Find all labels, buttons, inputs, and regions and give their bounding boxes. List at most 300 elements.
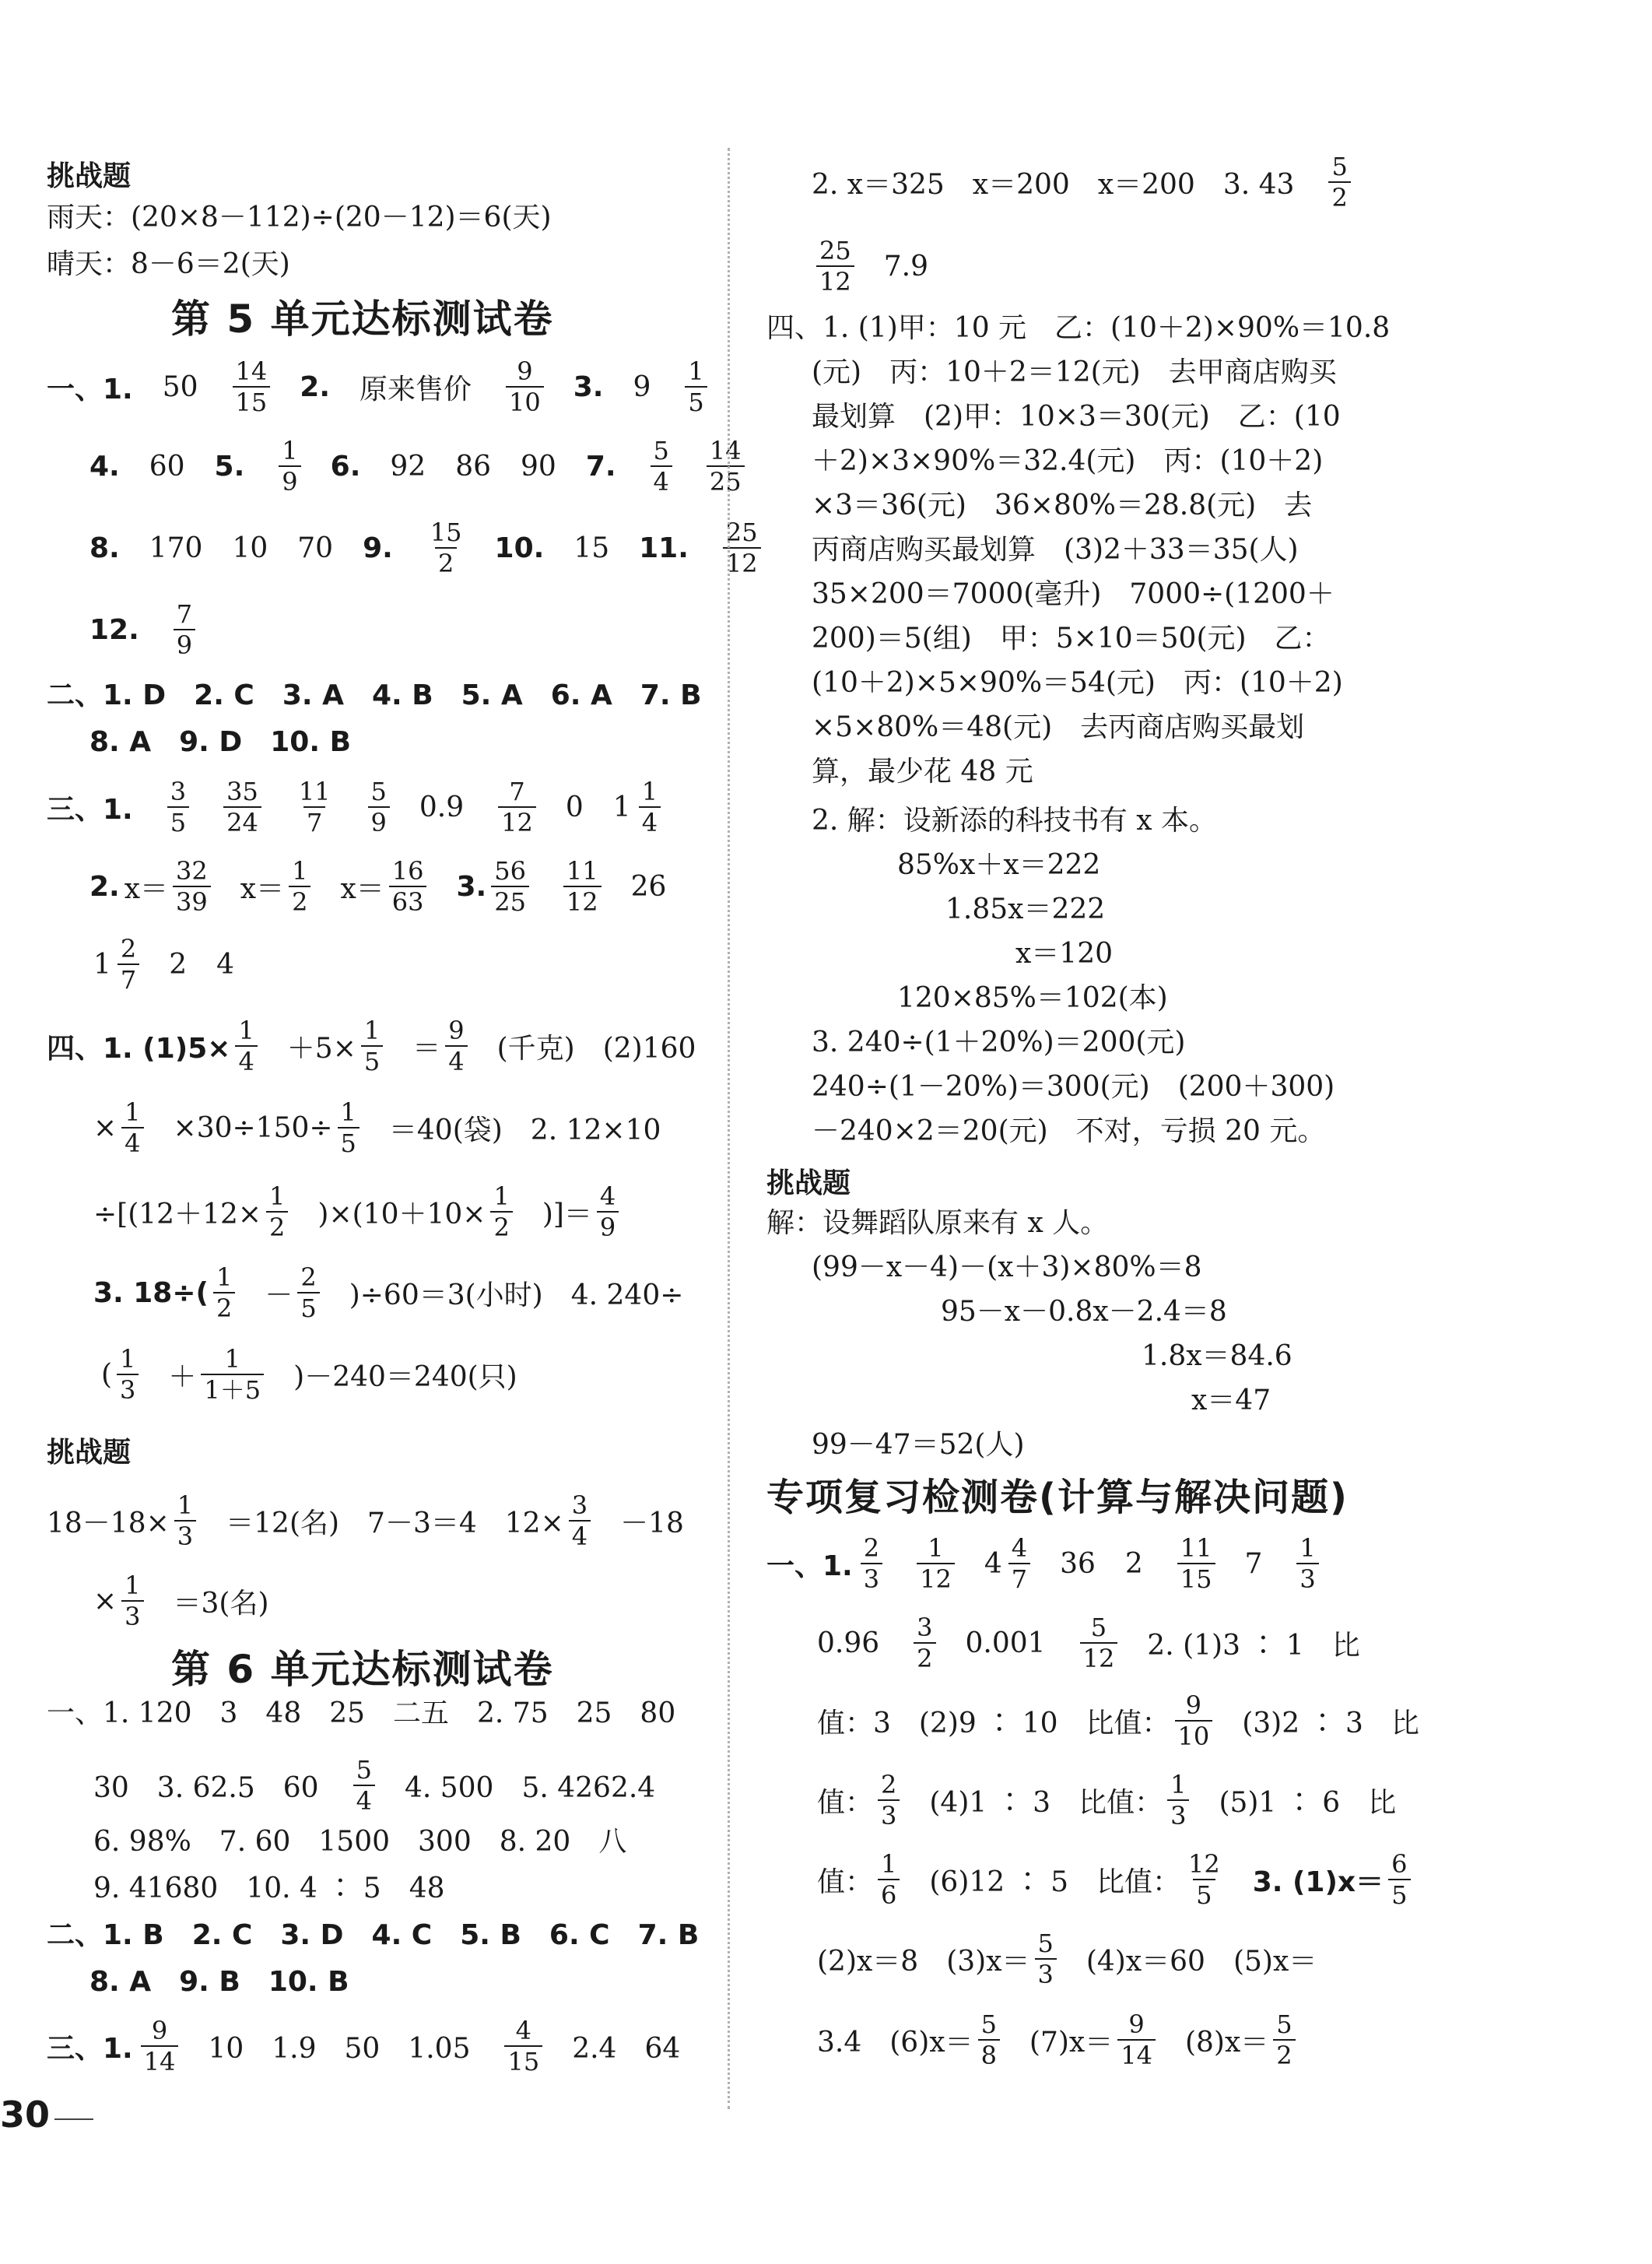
- fraction-numerator: 2: [863, 1533, 880, 1563]
- fraction-numerator: 1: [363, 1016, 381, 1045]
- challenge-line-0: 解：设舞蹈队原来有 x 人。: [766, 1207, 1109, 1239]
- fraction-denominator: 3: [121, 1600, 143, 1631]
- r-line2: [812, 236, 958, 297]
- fraction: [353, 1755, 375, 1816]
- special-line1: [766, 1533, 1349, 1594]
- fraction: [651, 436, 672, 497]
- fraction-numerator: 5: [653, 436, 669, 465]
- answer-text: 2. (1)3 ∶ 1 比: [1147, 1629, 1360, 1662]
- answer-text: 3. (1)x＝: [1252, 1866, 1384, 1898]
- fraction-denominator: 12: [1080, 1642, 1118, 1673]
- answer-text: 7.: [585, 450, 616, 483]
- u5-q2-line1: 二、1. D 2. C 3. A 4. B 5. A 6. A 7. B: [47, 679, 702, 711]
- answer-text: 3. 18÷(: [93, 1276, 209, 1309]
- fraction-numerator: 1: [493, 1181, 510, 1211]
- answer-text: (4)x＝60 (5)x＝: [1086, 1945, 1317, 1978]
- fraction: [213, 1262, 235, 1323]
- fraction-denominator: 5: [297, 1292, 319, 1323]
- fraction-denominator: 3: [1167, 1799, 1189, 1831]
- fraction-denominator: 2: [1273, 2039, 1295, 2070]
- fraction-numerator: 7: [509, 777, 525, 806]
- fraction: [235, 1016, 257, 1076]
- fraction-denominator: 9: [174, 629, 195, 660]
- answer-text: ＝40(袋) 2. 12×10: [388, 1114, 661, 1146]
- answer-text: (3)2 ∶ 3 比: [1242, 1707, 1419, 1739]
- fraction-numerator: 5: [1331, 152, 1348, 181]
- answer-text: (千克) (2)160: [496, 1032, 696, 1065]
- answer-text: 92: [390, 450, 426, 483]
- special-line5: [817, 1849, 1440, 1910]
- fraction-denominator: 5: [167, 806, 189, 837]
- sunny-line: 晴天：8－6＝2(天): [47, 248, 290, 280]
- fraction-numerator: 4: [515, 2016, 532, 2045]
- fraction: [1273, 2010, 1295, 2070]
- fraction-denominator: 4: [445, 1045, 467, 1076]
- answer-text: 值：: [817, 1786, 874, 1819]
- fraction-numerator: 11: [1180, 1533, 1212, 1563]
- fraction: [1035, 1929, 1057, 1989]
- answer-text: )÷60＝3(小时) 4. 240÷: [349, 1279, 684, 1311]
- answer-text: 10 1.9 50 1.05: [208, 2032, 471, 2065]
- u5-q1-line4: [89, 599, 225, 660]
- u5-q3-line1: [47, 777, 690, 837]
- fraction: [491, 856, 529, 917]
- fraction: [1296, 1533, 1318, 1594]
- answer-text: 值：3 (2)9 ∶ 10 比值：: [817, 1707, 1170, 1739]
- answer-text: 12.: [89, 613, 139, 646]
- answer-text: (6)12 ∶ 5 比值：: [929, 1866, 1180, 1898]
- answer-text: 70: [297, 532, 334, 564]
- answer-text: 10: [232, 532, 268, 564]
- fraction: [338, 1097, 360, 1158]
- fraction-numerator: 1: [688, 356, 704, 386]
- answer-text: 2.4 64: [572, 2032, 681, 2065]
- fraction-denominator: 12: [816, 265, 854, 297]
- answer-text: 8.: [89, 532, 120, 564]
- fraction-numerator: 9: [1128, 2010, 1145, 2039]
- answer-text: 26: [630, 870, 667, 903]
- q4-line-3: ＋2)×3×90%＝32.4(元) 丙：(10＋2): [812, 445, 1324, 477]
- fraction: [1008, 1533, 1030, 1594]
- fraction-denominator: 7: [1008, 1563, 1030, 1594]
- answer-text: 4. 500 5. 4262.4: [404, 1771, 656, 1804]
- unit5-challenge-heading: 挑战题: [47, 1437, 132, 1469]
- fraction-denominator: 2: [1328, 181, 1350, 212]
- q4-line-1: (元) 丙：10＋2＝12(元) 去甲商店购买: [812, 356, 1337, 388]
- fraction-denominator: 2: [435, 547, 457, 578]
- fraction: [816, 236, 854, 297]
- answer-text: 2.: [89, 870, 120, 903]
- fraction-numerator: 1: [928, 1533, 944, 1563]
- fraction-denominator: 8: [978, 2039, 1000, 2070]
- fraction: [504, 2016, 542, 2076]
- fraction-denominator: 4: [121, 1127, 143, 1158]
- fraction: [266, 1181, 288, 1242]
- fraction: [297, 1262, 319, 1323]
- fraction-numerator: 16: [391, 856, 424, 886]
- answer-text: (8)x＝: [1184, 2026, 1269, 2059]
- fraction-denominator: 9: [368, 806, 390, 837]
- fraction-numerator: 1: [177, 1490, 194, 1520]
- answer-text: 11.: [639, 532, 689, 564]
- answer-text: 原来售价: [360, 373, 472, 405]
- fraction-numerator: 3: [571, 1490, 588, 1520]
- answer-text: (5)1 ∶ 6 比: [1219, 1786, 1397, 1819]
- fraction: [279, 436, 300, 497]
- fraction: [978, 2010, 1000, 2070]
- answer-text: 0.001: [965, 1627, 1046, 1659]
- fraction-numerator: 5: [1090, 1613, 1107, 1642]
- fraction-denominator: 12: [563, 886, 602, 917]
- fraction-denominator: 3: [117, 1374, 139, 1405]
- answer-text: 36: [1060, 1547, 1096, 1580]
- q4-2-line-0: 2. 解：设新添的科技书有 x 本。: [812, 805, 1217, 837]
- fraction-denominator: 39: [173, 886, 211, 917]
- answer-text: 18－18×: [47, 1507, 170, 1539]
- answer-text: 170: [149, 532, 203, 564]
- rain-line: 雨天：(20×8－112)÷(20－12)＝6(天): [47, 202, 552, 233]
- fraction: [201, 1344, 264, 1405]
- fraction-denominator: 25: [491, 886, 529, 917]
- fraction: [914, 1613, 935, 1673]
- fraction: [563, 856, 602, 917]
- special-line3: [817, 1690, 1449, 1751]
- u5-q1-line1: [47, 356, 737, 417]
- fraction-denominator: 5: [685, 386, 707, 417]
- fraction: [167, 777, 189, 837]
- fraction: [1328, 152, 1350, 212]
- fraction-numerator: 9: [151, 2016, 168, 2045]
- fraction-denominator: 3: [878, 1799, 900, 1831]
- fraction: [427, 518, 465, 578]
- q4-line-10: 算，最少花 48 元: [812, 756, 1033, 788]
- fraction-denominator: 24: [223, 806, 261, 837]
- answer-text: 四、1. (1)5×: [47, 1032, 231, 1065]
- fraction-numerator: 6: [1391, 1849, 1408, 1879]
- u5-challenge-line1: [47, 1490, 714, 1551]
- fraction-numerator: 1: [224, 1344, 240, 1374]
- fraction: [498, 777, 536, 837]
- answer-text: 2: [1124, 1547, 1143, 1580]
- answer-text: 1: [93, 948, 111, 981]
- fraction-denominator: 2: [289, 886, 310, 917]
- u5-challenge-line2: [93, 1571, 299, 1631]
- fraction-denominator: 2: [213, 1292, 235, 1323]
- fraction: [445, 1016, 467, 1076]
- fraction-numerator: 1: [340, 1097, 356, 1127]
- fraction-numerator: 1: [125, 1097, 141, 1127]
- u5-q3-line3: [93, 934, 264, 995]
- answer-text: ÷[(12＋12×: [93, 1198, 262, 1230]
- fraction-numerator: 32: [176, 856, 208, 886]
- fraction-numerator: 14: [235, 356, 268, 386]
- q4-2-line-1: 85%x＋x＝222: [897, 849, 1101, 881]
- q4-line-5: 丙商店购买最划算 (3)2＋33＝35(人): [812, 534, 1299, 566]
- fraction-denominator: 5: [361, 1045, 383, 1076]
- fraction-numerator: 1: [238, 1016, 254, 1045]
- challenge-line-1: (99－x－4)－(x＋3)×80%＝8: [812, 1251, 1202, 1283]
- u6-q1-line2: [93, 1755, 685, 1816]
- answer-text: ＝3(名): [173, 1587, 269, 1620]
- fraction-denominator: 4: [639, 806, 661, 837]
- answer-text: )－240＝240(只): [293, 1360, 517, 1393]
- answer-text: )]＝: [542, 1198, 592, 1230]
- answer-text: x＝: [240, 872, 285, 905]
- answer-text: x＝: [340, 872, 384, 905]
- fraction: [361, 1016, 383, 1076]
- fraction-numerator: 4: [599, 1181, 616, 1211]
- q4-2-line-3: x＝120: [1015, 938, 1114, 970]
- q4-line-6: 35×200＝7000(毫升) 7000÷(1200＋: [812, 578, 1335, 610]
- fraction-numerator: 11: [566, 856, 598, 886]
- fraction-denominator: 4: [353, 1785, 375, 1816]
- special-line7: [817, 2010, 1325, 2070]
- answer-text: ×30÷150÷: [173, 1111, 333, 1144]
- fraction: [1177, 1533, 1215, 1594]
- special-line2: [817, 1613, 1390, 1673]
- fraction-denominator: 3: [1035, 1958, 1057, 1989]
- fraction: [1080, 1613, 1118, 1673]
- answer-text: 0.96: [817, 1627, 880, 1659]
- fraction: [1167, 1770, 1189, 1831]
- answer-text: (4)1 ∶ 3 比值：: [929, 1786, 1163, 1819]
- fraction: [1185, 1849, 1223, 1910]
- fraction-numerator: 1: [881, 1849, 897, 1879]
- fraction-denominator: 9: [279, 465, 300, 497]
- fraction-numerator: 9: [517, 356, 533, 386]
- fraction-denominator: 10: [506, 386, 544, 417]
- fraction-numerator: 25: [819, 236, 851, 265]
- fraction-numerator: 1: [125, 1571, 141, 1600]
- u5-q2-line2: 8. A 9. D 10. B: [89, 726, 352, 758]
- answer-text: 0.9: [419, 791, 465, 823]
- fraction-numerator: 12: [1187, 1849, 1220, 1879]
- special-line6: [817, 1929, 1346, 1989]
- answer-text: ＋: [168, 1360, 197, 1393]
- fraction-denominator: 7: [117, 964, 139, 995]
- fraction: [1175, 1690, 1213, 1751]
- fraction-numerator: 1: [269, 1181, 286, 1211]
- answer-text: 2. x＝325 x＝200 x＝200 3. 43: [812, 168, 1295, 201]
- fraction-denominator: 2: [490, 1211, 512, 1242]
- u6-q2-line1: 二、1. B 2. C 3. D 4. C 5. B 6. C 7. B: [47, 1919, 700, 1951]
- answer-text: 9.: [363, 532, 393, 564]
- answer-text: 7: [1244, 1547, 1263, 1580]
- fraction-numerator: 35: [226, 777, 258, 806]
- u6-q3-line1: [47, 2016, 710, 2076]
- fraction-numerator: 3: [170, 777, 187, 806]
- fraction-denominator: 4: [651, 465, 672, 497]
- right-challenge-heading: 挑战题: [766, 1167, 851, 1199]
- answer-text: 2.: [300, 370, 330, 403]
- fraction-numerator: 1: [216, 1262, 233, 1292]
- fraction-numerator: 1: [641, 777, 658, 806]
- answer-text: ＝12(名) 7－3＝4 12×: [226, 1507, 564, 1539]
- fraction-denominator: 4: [235, 1045, 257, 1076]
- fraction: [506, 356, 544, 417]
- fraction-denominator: 6: [878, 1879, 900, 1910]
- q4-3-line-2: －240×2＝20(元) 不对，亏损 20 元。: [812, 1115, 1326, 1147]
- answer-text: 3.: [456, 870, 487, 903]
- fraction-numerator: 1: [120, 1344, 136, 1374]
- fraction-numerator: 56: [494, 856, 526, 886]
- answer-text: (: [101, 1358, 113, 1391]
- u6-q1-line1: 一、1. 120 3 48 25 二五 2. 75 25 80: [47, 1697, 676, 1729]
- fraction-numerator: 11: [298, 777, 331, 806]
- fraction-denominator: 5: [338, 1127, 360, 1158]
- u5-q1-line2: [89, 436, 774, 497]
- answer-text: 90: [521, 450, 556, 483]
- fraction-denominator: 25: [707, 465, 745, 497]
- fraction: [368, 777, 390, 837]
- answer-text: 4: [216, 948, 235, 981]
- challenge-line-2: 95－x－0.8x－2.4＝8: [941, 1296, 1227, 1328]
- special-line4: [817, 1770, 1426, 1831]
- answer-text: －18: [620, 1507, 684, 1539]
- fraction-denominator: 5: [1388, 1879, 1410, 1910]
- answer-text: 30 3. 62.5 60: [93, 1771, 319, 1804]
- q4-3-line-0: 3. 240÷(1＋20%)＝200(元): [812, 1027, 1186, 1058]
- u6-q2-line2: 8. A 9. B 10. B: [89, 1966, 349, 1998]
- fraction-denominator: 63: [389, 886, 427, 917]
- fraction: [861, 1533, 882, 1594]
- fraction: [685, 356, 707, 417]
- fraction-denominator: 4: [569, 1520, 591, 1551]
- fraction-denominator: 12: [498, 806, 536, 837]
- fraction-numerator: 5: [1276, 2010, 1292, 2039]
- fraction-numerator: 1: [282, 436, 298, 465]
- answer-text: 4.: [89, 450, 120, 483]
- fraction: [174, 1490, 196, 1551]
- answer-text: 2: [169, 948, 188, 981]
- answer-text: 86: [455, 450, 491, 483]
- answer-text: 三、1.: [47, 793, 133, 826]
- fraction-numerator: 1: [292, 856, 308, 886]
- fraction-numerator: 2: [300, 1262, 317, 1292]
- fraction: [878, 1770, 900, 1831]
- fraction-numerator: 15: [430, 518, 462, 547]
- q4-line-9: ×5×80%＝48(元) 去丙商店购买最划: [812, 711, 1305, 743]
- fraction-denominator: 15: [233, 386, 271, 417]
- q4-line-7: 200)＝5(组) 甲：5×10＝50(元) 乙：: [812, 623, 1331, 655]
- fraction-numerator: 1: [1170, 1770, 1187, 1799]
- answer-text: 60: [149, 450, 185, 483]
- answer-text: 50: [162, 370, 198, 403]
- fraction: [1388, 1849, 1410, 1910]
- fraction: [639, 777, 661, 837]
- fraction: [121, 1571, 143, 1631]
- fraction: [1117, 2010, 1156, 2070]
- q4-2-line-2: 1.85x＝222: [945, 893, 1106, 925]
- fraction: [117, 934, 139, 995]
- fraction: [878, 1849, 900, 1910]
- fraction-numerator: 14: [709, 436, 742, 465]
- page-number: 30: [0, 2094, 51, 2136]
- fraction: [117, 1344, 139, 1405]
- answer-text: ＝: [412, 1032, 441, 1065]
- answer-text: 9: [633, 370, 651, 403]
- fraction: [389, 856, 427, 917]
- fraction: [569, 1490, 591, 1551]
- q4-3-line-1: 240÷(1－20%)＝300(元) (200＋300): [812, 1071, 1335, 1103]
- answer-text: x＝: [124, 872, 169, 905]
- answer-text: 一、1.: [766, 1550, 853, 1582]
- answer-text: 0: [565, 791, 584, 823]
- answer-text: 一、1.: [47, 373, 133, 405]
- fraction-denominator: 5: [1193, 1879, 1215, 1910]
- answer-text: 3.: [573, 370, 604, 403]
- answer-text: 三、1.: [47, 2032, 133, 2065]
- page-number-rule: [54, 2118, 93, 2120]
- challenge-line-3: 1.8x＝84.6: [1142, 1340, 1292, 1372]
- unit6-title: 第 6 单元达标测试卷: [171, 1647, 554, 1692]
- answer-text: 6.: [330, 450, 361, 483]
- fraction-numerator: 5: [370, 777, 387, 806]
- u5-q4-line2: [93, 1097, 690, 1158]
- fraction-numerator: 25: [725, 518, 758, 547]
- r-line1: [812, 152, 1380, 212]
- answer-text: 3.4 (6)x＝: [817, 2026, 973, 2059]
- fraction: [173, 856, 211, 917]
- q4-line-4: ×3＝36(元) 36×80%＝28.8(元) 去: [812, 490, 1313, 521]
- u6-q1-line3: 6. 98% 7. 60 1500 300 8. 20 八: [93, 1826, 627, 1858]
- fraction: [174, 599, 195, 660]
- fraction: [141, 2016, 179, 2076]
- fraction-numerator: 1: [1300, 1533, 1316, 1563]
- fraction-numerator: 2: [881, 1770, 897, 1799]
- unit5-title: 第 5 单元达标测试卷: [171, 297, 554, 342]
- answer-text: ＋5×: [286, 1032, 356, 1065]
- fraction: [121, 1097, 143, 1158]
- q4-line-8: (10＋2)×5×90%＝54(元) 丙：(10＋2): [812, 667, 1343, 699]
- challenge-heading: 挑战题: [47, 160, 132, 192]
- fraction-numerator: 5: [980, 2010, 997, 2039]
- answer-text: 10.: [494, 532, 545, 564]
- fraction: [223, 777, 261, 837]
- u5-q3-line2: [89, 856, 696, 917]
- answer-text: ×: [93, 1585, 117, 1617]
- u6-q1-line4: 9. 41680 10. 4 ∶ 5 48: [93, 1873, 445, 1904]
- fraction-numerator: 4: [1011, 1533, 1028, 1563]
- fraction-denominator: 14: [1117, 2039, 1156, 2070]
- q4-line-0: 四、1. (1)甲：10 元 乙：(10＋2)×90%＝10.8: [766, 312, 1391, 344]
- answer-text: 4: [984, 1547, 1002, 1580]
- special-title: 专项复习检测卷(计算与解决问题): [766, 1476, 1349, 1519]
- fraction-denominator: 3: [861, 1563, 882, 1594]
- fraction: [233, 356, 271, 417]
- u5-q4-line3: [93, 1181, 648, 1242]
- fraction: [490, 1181, 512, 1242]
- fraction-denominator: 2: [914, 1642, 935, 1673]
- fraction-denominator: 9: [597, 1211, 619, 1242]
- answer-text: (2)x＝8 (3)x＝: [817, 1945, 1030, 1978]
- fraction: [597, 1181, 619, 1242]
- answer-text: －: [265, 1279, 293, 1311]
- q4-line-2: 最划算 (2)甲：10×3＝30(元) 乙：(10: [812, 401, 1341, 433]
- fraction-numerator: 2: [120, 934, 137, 964]
- challenge-line-4: x＝47: [1191, 1385, 1271, 1416]
- fraction-denominator: 1＋5: [201, 1374, 264, 1405]
- answer-text: ×: [93, 1111, 117, 1144]
- fraction-numerator: 5: [356, 1755, 372, 1785]
- q4-2-line-4: 120×85%＝102(本): [897, 982, 1168, 1014]
- fraction-denominator: 15: [1177, 1563, 1215, 1594]
- answer-text: 15: [573, 532, 610, 564]
- fraction-numerator: 5: [1037, 1929, 1054, 1958]
- fraction-denominator: 12: [723, 547, 761, 578]
- fraction: [296, 777, 334, 837]
- u5-q4-line4: [93, 1262, 713, 1323]
